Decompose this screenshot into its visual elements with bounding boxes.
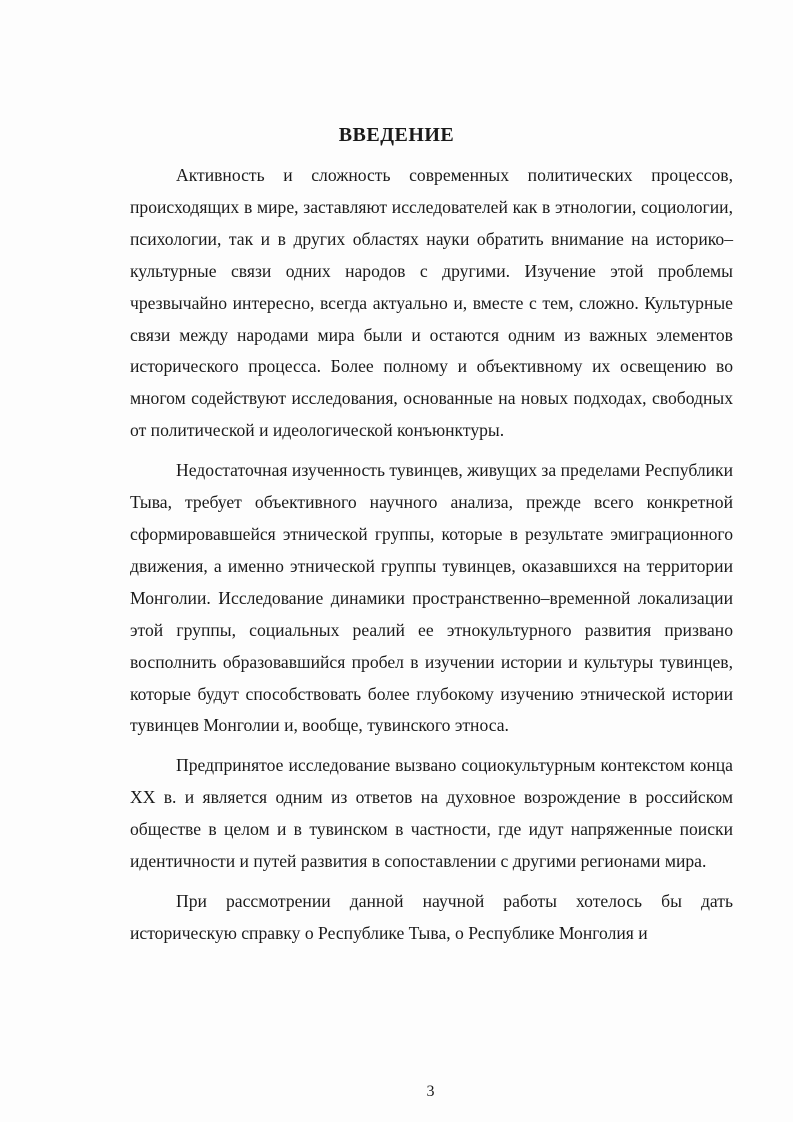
page-number: 3: [426, 1083, 435, 1100]
paragraph: При рассмотрении данной научной работы хотелось бы дать историческую справку о Республике Тыва, о Республике Монголия и: [130, 890, 733, 943]
paragraph: Активность и сложность современных политических процессов, происходящих в мире, заставляют исследователей как в этнологии, социологии, психологии, так и в других областях науки обратить внимание на историко–культурные связи одних народов с другими. Изучение этой проблемы чрезвычайно интересно, всегда актуально и, вместе с тем, сложно. Культурные связи между народами мира были и остаются одним из важных элементов исторического процесса. Более полному и объективному их освещению во многом содействуют исследования, основанные на новых подходах, свободных от политической и идеологической конъюнктуры.: [130, 165, 733, 441]
page-title: ВВЕДЕНИЕ: [338, 124, 455, 146]
paragraph: Предпринятое исследование вызвано социокультурным контекстом конца XX в. и является одним из ответов на духовное возрождение в российском обществе в целом и в тувинском в частности, где идут напряженные поиски идентичности и путей развития в сопоставлении с другими регионами мира.: [130, 755, 733, 872]
body-text: [130, 160, 733, 958]
paragraph: Недостаточная изученность тувинцев, живущих за пределами Республики Тыва, требует объективного научного анализа, прежде всего конкретной сформировавшейся этнической группы, которые в результате эмиграционного движения, а именно этнической группы тувинцев, оказавшихся на территории Монголии. Исследование динамики пространственно–временной локализации этой группы, социальных реалий ее этнокультурного развития призвано восполнить образовавшийся пробел в изучении истории и культуры тувинцев, которые будут способствовать более глубокому изучению этнической истории тувинцев Монголии и, вообще, тувинского этноса.: [130, 460, 733, 736]
